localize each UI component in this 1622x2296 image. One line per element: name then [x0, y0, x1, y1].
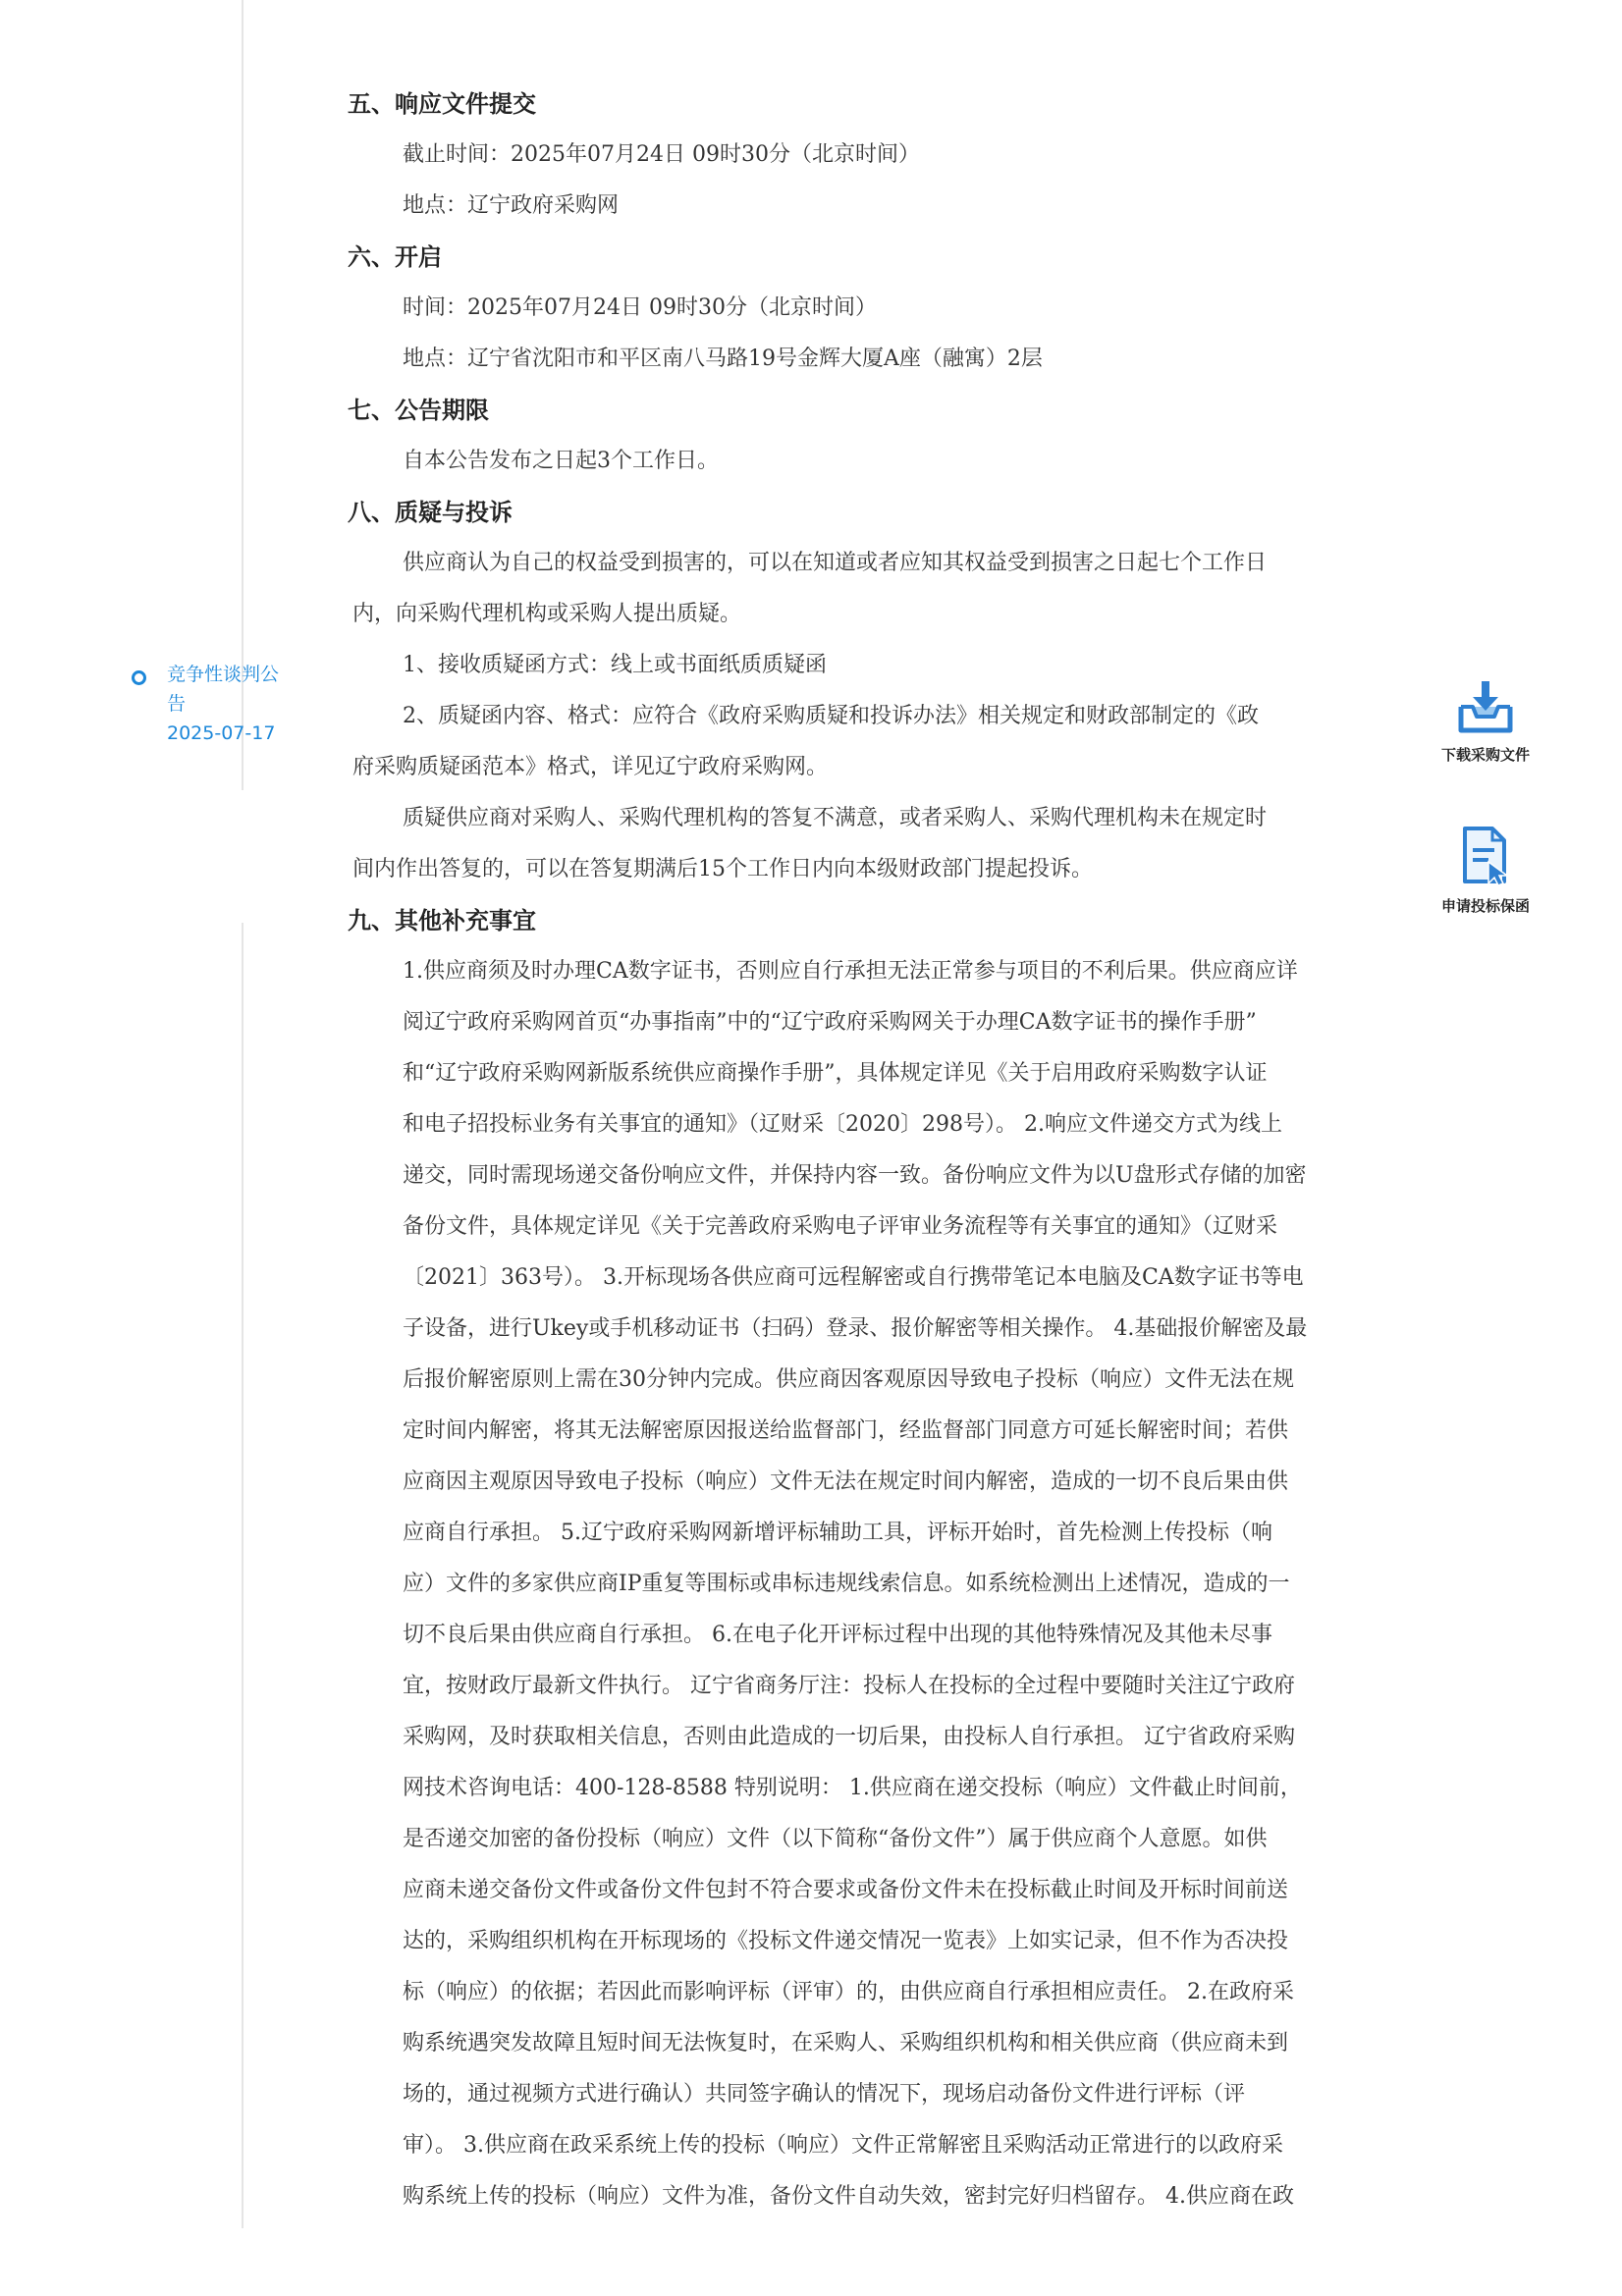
supplementary-text-line: 应商未递交备份文件或备份文件包封不符合要求或备份文件未在投标截止时间及开标时间前送	[403, 1878, 1289, 1902]
complaint-paragraph-line: 质疑供应商对采购人、采购代理机构的答复不满意，或者采购人、采购代理机构未在规定时	[403, 806, 1268, 830]
document-pointer-icon	[1455, 825, 1516, 887]
supplementary-text-line: 是否递交加密的备份投标（响应）文件（以下简称“备份文件”）属于供应商个人意愿。如供	[403, 1827, 1268, 1851]
supplementary-text-line: 达的，采购组织机构在开标现场的《投标文件递交情况一览表》上如实记录，但不作为否决投	[403, 1929, 1289, 1953]
submission-deadline: 截止时间：2025年07月24日 09时30分（北京时间）	[403, 142, 920, 167]
download-procurement-file-button[interactable]	[1422, 677, 1549, 765]
challenge-paragraph-line: 供应商认为自己的权益受到损害的，可以在知道或者应知其权益受到损害之日起七个工作日	[403, 551, 1268, 575]
timeline-entry-title[interactable]: 竞争性谈判公告	[167, 664, 280, 715]
supplementary-text-line: 子设备，进行Ukey或手机移动证书（扫码）登录、报价解密等相关操作。 4.基础报价解密及最	[403, 1316, 1308, 1341]
apply-bid-guarantee-label[interactable]: 申请投标保函	[1440, 897, 1530, 915]
supplementary-text-line: 场的，通过视频方式进行确认）共同签字确认的情况下，现场启动备份文件进行评标（评	[403, 2082, 1246, 2107]
section-heading: 八、质疑与投诉	[348, 499, 513, 526]
section-heading: 六、开启	[348, 243, 442, 271]
supplementary-text-line: 递交，同时需现场递交备份响应文件，并保持内容一致。备份响应文件为以U盘形式存储的加密	[403, 1163, 1307, 1188]
supplementary-text	[348, 946, 1457, 2222]
supplementary-text-line: 应商自行承担。 5.辽宁政府采购网新增评标辅助工具，评标开始时，首先检测上传投标（响	[403, 1521, 1272, 1545]
challenge-item: 1、接收质疑函方式：线上或书面纸质质疑函	[403, 653, 827, 677]
supplementary-text-line: 备份文件，具体规定详见《关于完善政府采购电子评审业务流程等有关事宜的通知》（辽财采	[403, 1214, 1278, 1239]
challenge-paragraph-line: 内，向采购代理机构或采购人提出质疑。	[352, 602, 742, 626]
timeline-entry-date: 2025-07-17	[167, 722, 276, 744]
supplementary-text-line: 宜，按财政厅最新文件执行。 辽宁省商务厅注：投标人在投标的全过程中要随时关注辽宁政府	[403, 1674, 1295, 1698]
supplementary-text-line: 切不良后果由供应商自行承担。 6.在电子化开评标过程中出现的其他特殊情况及其他未尽事	[403, 1623, 1272, 1647]
supplementary-text-line: 网技术咨询电话：400-128-8588 特别说明： 1.供应商在递交投标（响应）文件截止时间前，	[403, 1776, 1302, 1800]
opening-time: 时间：2025年07月24日 09时30分（北京时间）	[403, 295, 877, 320]
apply-bid-guarantee-button[interactable]	[1422, 825, 1549, 916]
announcement-body	[348, 79, 1457, 2222]
download-procurement-file-label[interactable]: 下载采购文件	[1440, 746, 1530, 764]
supplementary-text-line: 采购网，及时获取相关信息，否则由此造成的一切后果，由投标人自行承担。 辽宁省政府采购	[403, 1725, 1295, 1749]
complaint-paragraph-line: 间内作出答复的，可以在答复期满后15个工作日内向本级财政部门提起投诉。	[352, 857, 1093, 881]
supplementary-text-line: 和“辽宁政府采购网新版系统供应商操作手册”，具体规定详见《关于启用政府采购数字认证	[403, 1061, 1268, 1086]
section-heading: 五、响应文件提交	[348, 90, 536, 118]
notice-period-text: 自本公告发布之日起3个工作日。	[403, 449, 719, 473]
supplementary-text-line: 后报价解密原则上需在30分钟内完成。供应商因客观原因导致电子投标（响应）文件无法在规	[403, 1367, 1294, 1392]
supplementary-text-line: 阅辽宁政府采购网首页“办事指南”中的“辽宁政府采购网关于办理CA数字证书的操作手册”	[403, 1010, 1257, 1035]
supplementary-text-line: 定时间内解密，将其无法解密原因报送给监督部门，经监督部门同意方可延长解密时间；若供	[403, 1418, 1289, 1443]
supplementary-text-line: 标（响应）的依据；若因此而影响评标（评审）的，由供应商自行承担相应责任。 2.在政府采	[403, 1980, 1294, 2004]
supplementary-text-line: 审）。 3.供应商在政采系统上传的投标（响应）文件正常解密且采购活动正常进行的以政府采	[403, 2133, 1283, 2158]
download-tray-icon	[1455, 677, 1516, 736]
challenge-item-line: 府采购质疑函范本》格式，详见辽宁政府采购网。	[352, 755, 829, 779]
section-heading: 九、其他补充事宜	[348, 907, 536, 934]
challenge-item-line: 2、质疑函内容、格式：应符合《政府采购质疑和投诉办法》相关规定和财政部制定的《政	[403, 704, 1260, 728]
timeline-dot-icon	[132, 670, 146, 685]
supplementary-text-line: 1.供应商须及时办理CA数字证书，否则应自行承担无法正常参与项目的不利后果。供应商应详	[403, 959, 1298, 984]
supplementary-text-line: 购系统遇突发故障且短时间无法恢复时，在采购人、采购组织机构和相关供应商（供应商未到	[403, 2031, 1289, 2056]
supplementary-text-line: 〔2021〕363号）。 3.开标现场各供应商可远程解密或自行携带笔记本电脑及CA数字证书等电	[403, 1265, 1304, 1290]
supplementary-text-line: 购系统上传的投标（响应）文件为准，备份文件自动失效，密封完好归档留存。 4.供应商在政	[403, 2184, 1294, 2209]
opening-place: 地点：辽宁省沈阳市和平区南八马路19号金辉大厦A座（融寓）2层	[403, 347, 1043, 371]
timeline-rail	[242, 923, 243, 2228]
submission-place: 地点：辽宁政府采购网	[403, 193, 620, 218]
supplementary-text-line: 应商因主观原因导致电子投标（响应）文件无法在规定时间内解密，造成的一切不良后果由供	[403, 1469, 1289, 1494]
section-heading: 七、公告期限	[348, 397, 489, 424]
supplementary-text-line: 应）文件的多家供应商IP重复等围标或串标违规线索信息。如系统检测出上述情况，造成的一	[403, 1572, 1290, 1596]
supplementary-text-line: 和电子招投标业务有关事宜的通知》（辽财采〔2020〕298号）。 2.响应文件递交方式为线上	[403, 1112, 1282, 1137]
